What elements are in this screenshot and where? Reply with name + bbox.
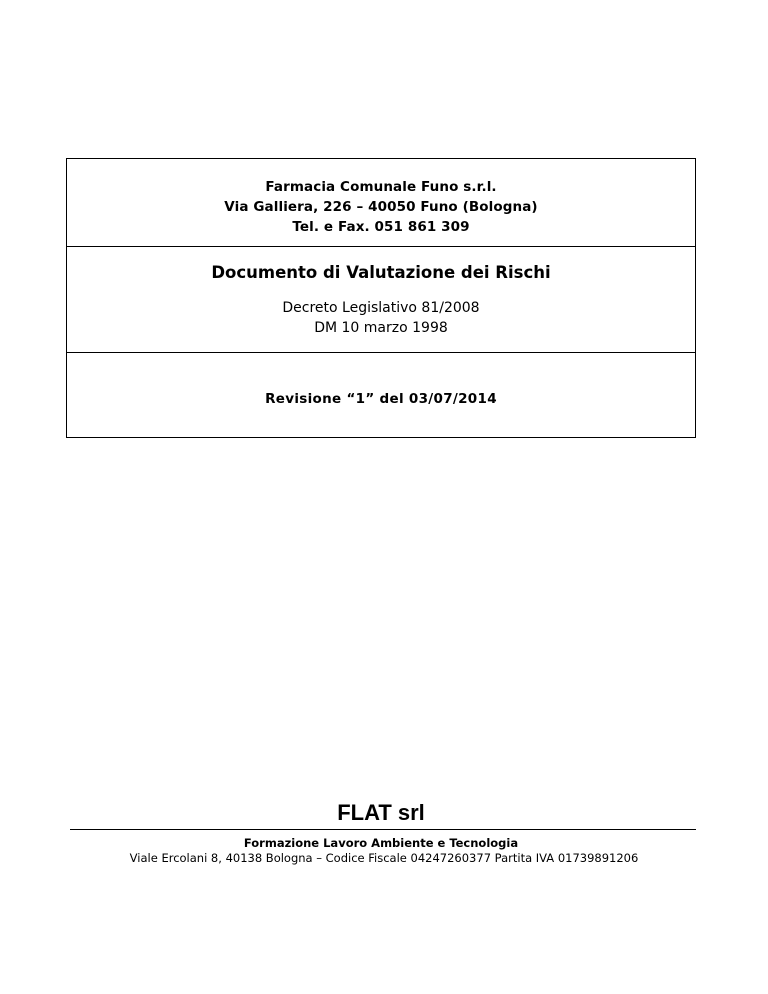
cover-box	[66, 158, 696, 438]
company-name: Farmacia Comunale Funo s.r.l.	[265, 179, 497, 195]
law-reference-1: Decreto Legislativo 81/2008	[282, 300, 480, 316]
footer-subtitle: Formazione Lavoro Ambiente e Tecnologia	[243, 836, 519, 850]
law-reference-2: DM 10 marzo 1998	[314, 320, 448, 336]
company-phone: Tel. e Fax. 051 861 309	[292, 219, 470, 235]
footer-company-name: FLAT srl	[337, 800, 425, 825]
footer-divider	[70, 829, 696, 830]
revision-section	[67, 353, 695, 438]
title-section	[67, 247, 695, 353]
company-header	[67, 159, 695, 247]
footer-address: Viale Ercolani 8, 40138 Bologna – Codice Fiscale 04247260377 Partita IVA 01739891206	[129, 851, 639, 865]
revision-text: Revisione “1” del 03/07/2014	[265, 391, 497, 407]
company-address: Via Galliera, 226 – 40050 Funo (Bologna)	[224, 199, 538, 215]
document-title: Documento di Valutazione dei Rischi	[211, 263, 551, 282]
